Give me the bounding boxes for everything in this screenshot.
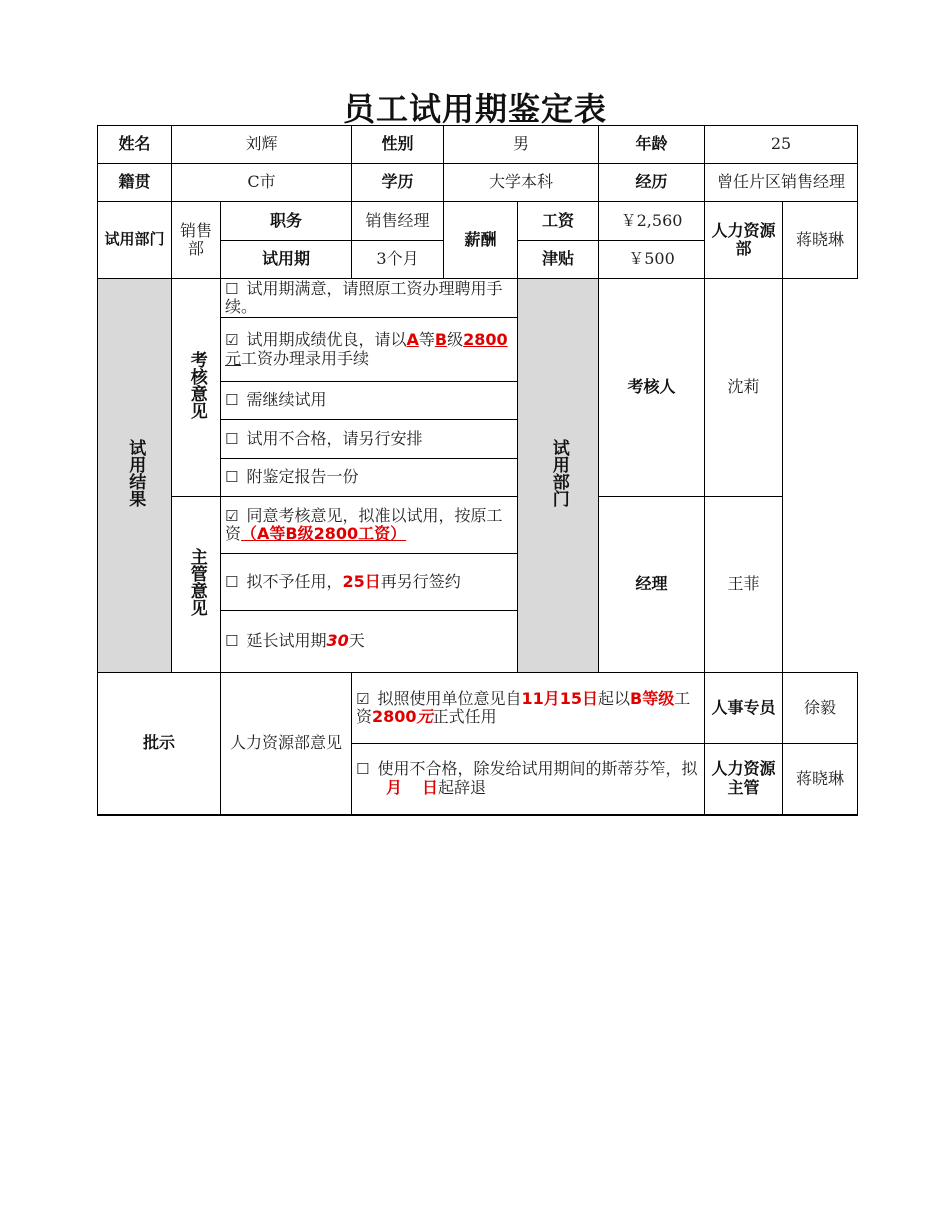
checkbox-checked-icon[interactable]: ☑: [356, 689, 370, 708]
approval-option-1-text-a: 拟照使用单位意见自: [377, 688, 522, 708]
amount: 2800: [463, 330, 508, 350]
assessor-label: 考核人: [599, 279, 705, 497]
wage-label: 工资: [518, 202, 599, 241]
allowance-label: 津贴: [518, 241, 599, 279]
origin-label: 籍贯: [98, 164, 172, 202]
checkbox-unchecked-icon[interactable]: ☐: [225, 391, 239, 410]
supervisor-option-1[interactable]: [221, 497, 518, 554]
trial-dept-value[interactable]: 销售部: [172, 202, 221, 279]
approval-date: 11月15日: [521, 688, 599, 708]
assess-option-2-text-b: 等: [418, 330, 435, 350]
grade-b: B: [434, 330, 448, 350]
age-label: 年龄: [599, 126, 705, 164]
allowance-value[interactable]: ￥500: [599, 241, 705, 279]
supervisor-option-3-text-b: 天: [348, 631, 365, 651]
dismissal-month: 月: [386, 777, 403, 797]
hr-dept-person[interactable]: 蒋晓琳: [783, 202, 858, 279]
supervisor-option-2[interactable]: [221, 554, 518, 611]
wage-value[interactable]: ￥2,560: [599, 202, 705, 241]
assessor-value[interactable]: 沈莉: [705, 279, 783, 497]
supervisor-option-1-grade: （A等B级2800工资）: [241, 524, 407, 543]
checkbox-unchecked-icon[interactable]: ☐: [225, 468, 239, 487]
assess-option-1-text: 试用期满意，请照原工资办理聘用手续。: [225, 278, 503, 316]
approval-option-2[interactable]: [352, 744, 705, 815]
trial-dept-label: 试用部门: [98, 202, 172, 279]
checkbox-unchecked-icon[interactable]: ☐: [225, 632, 239, 651]
position-label: 职务: [221, 202, 352, 241]
supervisor-option-2-date: 25日: [342, 571, 381, 591]
education-value[interactable]: 大学本科: [444, 164, 599, 202]
approval-grade: B等级: [630, 688, 675, 708]
assess-option-3[interactable]: [221, 382, 518, 420]
assess-option-2-text-c: 级: [447, 330, 464, 350]
extension-days: 30: [326, 631, 349, 651]
approval-option-2-text-a: 使用不合格，除发给试用期间的斯蒂芬笮，拟: [377, 759, 698, 779]
approval-amount-unit: 元: [416, 707, 433, 726]
checkbox-unchecked-icon[interactable]: ☐: [225, 279, 239, 298]
dismissal-day: 日: [422, 777, 439, 797]
hr-staff-label: 人事专员: [705, 673, 783, 744]
appraisal-form-table: [97, 125, 858, 816]
amount-unit: 元: [225, 348, 242, 368]
period-value[interactable]: 3个月: [352, 241, 444, 279]
supervisor-option-1-text: 同意考核意见，拟准以试用，按原工资: [225, 505, 503, 543]
origin-value[interactable]: C市: [172, 164, 352, 202]
grade-a: A: [406, 330, 419, 350]
gender-label: 性别: [352, 126, 444, 164]
hr-dept-label: 人力资源部: [705, 202, 783, 279]
approval-amount: 2800: [372, 707, 417, 726]
approval-option-1-text-b: 起以: [598, 688, 631, 708]
approval-option-1[interactable]: [352, 673, 705, 744]
approval-option-1-text-d: 正式任用: [432, 707, 497, 726]
education-label: 学历: [352, 164, 444, 202]
supervisor-option-3-text-a: 延长试用期: [246, 631, 327, 651]
hr-staff-value[interactable]: 徐毅: [783, 673, 858, 744]
form-title: 员工试用期鉴定表: [342, 90, 607, 128]
name-label: 姓名: [98, 126, 172, 164]
salary-label: 薪酬: [444, 202, 518, 279]
checkbox-checked-icon[interactable]: ☑: [225, 506, 239, 525]
supervisor-option-2-text-a: 拟不予任用，: [246, 571, 343, 591]
assess-option-2[interactable]: [221, 318, 518, 382]
assessment-opinion-label: 考核意见: [186, 351, 207, 420]
manager-value[interactable]: 王菲: [705, 497, 783, 673]
assess-option-5-text: 附鉴定报告一份: [246, 467, 359, 487]
period-label: 试用期: [221, 241, 352, 279]
assess-option-4-text: 试用不合格，请另行安排: [246, 428, 423, 448]
manager-label: 经理: [599, 497, 705, 673]
checkbox-unchecked-icon[interactable]: ☐: [356, 760, 370, 779]
trial-dept-side-cell: [518, 279, 599, 673]
name-value[interactable]: 刘辉: [172, 126, 352, 164]
assessment-opinion-cell: [172, 279, 221, 497]
trial-result-cell: [98, 279, 172, 673]
age-value[interactable]: 25: [705, 126, 858, 164]
trial-dept-side-label: 试用部门: [548, 439, 569, 508]
assess-option-1[interactable]: [221, 279, 518, 318]
experience-label: 经历: [599, 164, 705, 202]
approval-option-2-text-b: 起辞退: [438, 777, 487, 797]
approval-label: 批示: [98, 673, 221, 815]
assess-option-2-text-d: 工资办理录用手续: [241, 348, 370, 368]
hr-head-label: 人力资源主管: [705, 744, 783, 815]
assess-option-5[interactable]: [221, 459, 518, 497]
assess-option-2-text-a: 试用期成绩优良，请以: [246, 330, 407, 350]
supervisor-option-2-text-b: 再另行签约: [380, 571, 461, 591]
hr-head-value[interactable]: 蒋晓琳: [783, 744, 858, 815]
supervisor-option-3[interactable]: [221, 611, 518, 673]
checkbox-checked-icon[interactable]: ☑: [225, 331, 239, 350]
trial-result-label: 试用结果: [125, 439, 146, 508]
experience-value[interactable]: 曾任片区销售经理: [705, 164, 858, 202]
supervisor-opinion-label: 主管意见: [186, 548, 207, 617]
assess-option-3-text: 需继续试用: [246, 390, 327, 410]
gender-value[interactable]: 男: [444, 126, 599, 164]
supervisor-opinion-cell: [172, 497, 221, 673]
assess-option-4[interactable]: [221, 420, 518, 459]
approval-option-1-text-c: 工资: [356, 688, 691, 726]
checkbox-unchecked-icon[interactable]: ☐: [225, 429, 239, 448]
position-value[interactable]: 销售经理: [352, 202, 444, 241]
checkbox-unchecked-icon[interactable]: ☐: [225, 572, 239, 591]
hr-opinion-label: 人力资源部意见: [221, 673, 352, 815]
